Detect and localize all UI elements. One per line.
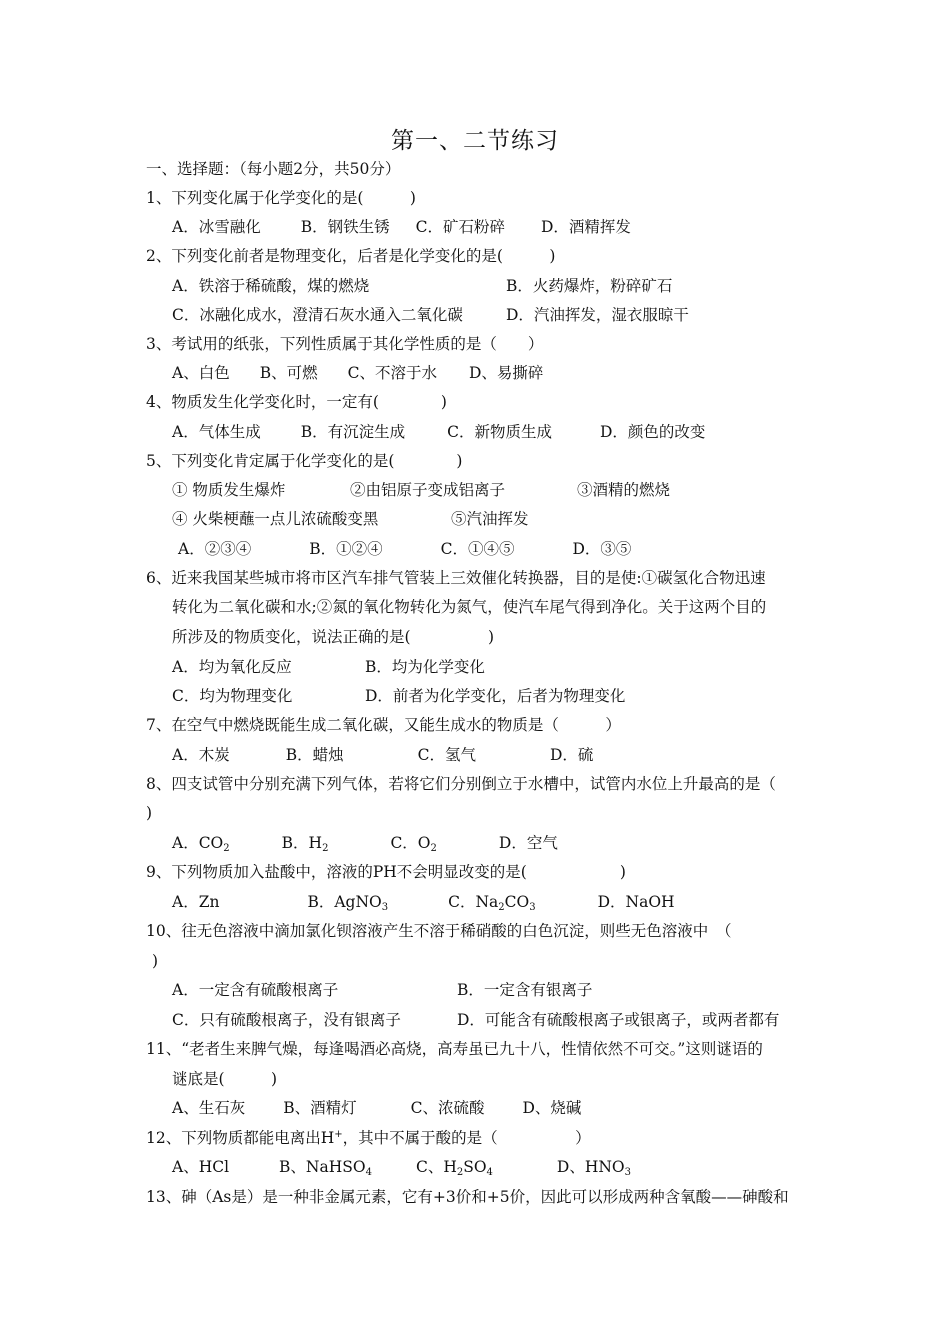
option-a: A．②③④ <box>178 540 252 558</box>
option-c: C、$H_2SO_4$ <box>415 1158 493 1178</box>
option-b: B．$H_2$ <box>281 834 329 854</box>
option-c: C．$O_2$ <box>390 834 437 854</box>
option-c: C．矿石粉碎 <box>415 218 505 236</box>
option-b: B．一定含有银离子 <box>457 981 593 999</box>
question-11-stem-cont: 谜底是( ) <box>172 1070 278 1088</box>
option-d: D．酒精挥发 <box>540 218 631 236</box>
option-d: D．③⑤ <box>572 540 632 558</box>
question-10-stem-cont: ) <box>152 952 159 970</box>
question-3-options <box>172 362 543 384</box>
option-c: C．冰融化成水，澄清石灰水通入二氧化碳 <box>172 306 463 324</box>
question-1-options <box>172 216 631 238</box>
question-12-options <box>172 1156 631 1178</box>
option-a: A．铁溶于稀硫酸，煤的燃烧 <box>172 277 370 295</box>
question-5-item-2: ②由铝原子变成铝离子 <box>350 481 506 499</box>
option-c: C．氢气 <box>417 746 476 764</box>
option-a: A．一定含有硫酸根离子 <box>172 981 339 999</box>
question-11-stem: 11、“老者生来脾气燥，每逢喝酒必高烧，高寿虽已九十八，性情依然不可交。”这则谜语的 <box>146 1040 763 1058</box>
question-4-stem: 4、物质发生化学变化时，一定有( ) <box>146 393 447 411</box>
question-8-options <box>172 832 558 854</box>
question-5-stem: 5、下列变化肯定属于化学变化的是( ) <box>146 452 463 470</box>
option-d: D．颜色的改变 <box>599 423 706 441</box>
section-header: 一、选择题：（每小题2分，共50分） <box>146 160 401 178</box>
option-a: A、HCl <box>172 1158 230 1176</box>
option-c: C．均为物理变化 <box>172 687 293 705</box>
option-b: B．蜡烛 <box>285 746 344 764</box>
option-c: C．新物质生成 <box>447 423 552 441</box>
option-b: B、NaHSO$_4$ <box>279 1158 372 1178</box>
option-b: B．火药爆炸，粉碎矿石 <box>506 277 673 295</box>
option-a: A．均为氧化反应 <box>172 658 292 676</box>
option-c: C．只有硫酸根离子，没有银离子 <box>172 1011 401 1029</box>
option-a: A．$CO_2$ <box>172 834 230 854</box>
option-d: D．可能含有硫酸根离子或银离子，或两者都有 <box>457 1011 780 1029</box>
question-12-stem: 12、下列物质都能电离出H+，其中不属于酸的是（ ） <box>146 1129 591 1147</box>
option-a: A．Zn <box>172 893 220 911</box>
option-b: B．均为化学变化 <box>365 658 485 676</box>
question-9-stem: 9、下列物质加入盐酸中，溶液的PH不会明显改变的是( ) <box>146 863 626 881</box>
question-5-item-4: ④ 火柴梗蘸一点儿浓硫酸变黑 <box>172 510 379 528</box>
option-b: B．有沉淀生成 <box>300 423 406 441</box>
option-a: A、白色 <box>172 364 230 382</box>
option-a: A．冰雪融化 <box>172 218 261 236</box>
option-c: C．①④⑤ <box>440 540 515 558</box>
option-c: C、浓硫酸 <box>410 1099 485 1117</box>
option-d: D．NaOH <box>597 893 675 911</box>
question-9-options <box>172 891 675 913</box>
question-5-item-5: ⑤汽油挥发 <box>451 510 529 528</box>
option-c: C．$Na_2CO_3$ <box>448 893 536 913</box>
option-d: D、易撕碎 <box>468 364 544 382</box>
question-10-stem: 10、往无色溶液中滴加氯化钡溶液产生不溶于稀硝酸的白色沉淀，则些无色溶液中 （ <box>146 922 732 940</box>
option-d: D、$HNO_3$ <box>556 1158 632 1178</box>
option-d: D．汽油挥发，湿衣服晾干 <box>506 306 689 324</box>
question-3-stem: 3、考试用的纸张，下列性质属于其化学性质的是（ ） <box>146 335 544 353</box>
question-8-stem-cont: ) <box>146 804 153 822</box>
question-6-stem-cont2: 所涉及的物质变化，说法正确的是( ) <box>172 628 495 646</box>
question-5-item-1: ① 物质发生爆炸 <box>172 481 286 499</box>
option-d: D、烧碱 <box>522 1099 582 1117</box>
question-4-options <box>172 421 705 443</box>
option-a: A．气体生成 <box>172 423 261 441</box>
option-b: B、可燃 <box>259 364 318 382</box>
option-d: D．硫 <box>549 746 594 764</box>
option-a: A、生石灰 <box>172 1099 246 1117</box>
question-7-options <box>172 744 593 766</box>
option-b: B．①②④ <box>309 540 383 558</box>
option-d: D．空气 <box>498 834 558 852</box>
question-2-stem: 2、下列变化前者是物理变化，后者是化学变化的是( ) <box>146 247 556 265</box>
question-7-stem: 7、在空气中燃烧既能生成二氧化碳，又能生成水的物质是（ ） <box>146 716 621 734</box>
question-6-stem-cont: 转化为二氧化碳和水;②氮的氧化物转化为氮气，使汽车尾气得到净化。关于这两个目的 <box>172 598 767 616</box>
option-a: A．木炭 <box>172 746 230 764</box>
question-6-stem: 6、近来我国某些城市将市区汽车排气管装上三效催化转换器，目的是使:①碳氢化合物迅速 <box>146 569 766 587</box>
question-5-item-3: ③酒精的燃烧 <box>577 481 671 499</box>
option-d: D．前者为化学变化，后者为物理变化 <box>365 687 626 705</box>
question-1-stem: 1、下列变化属于化学变化的是( ) <box>146 189 416 207</box>
question-13-stem: 13、砷（As是）是一种非金属元素，它有+3价和+5价，因此可以形成两种含氧酸——砷酸和 <box>146 1188 789 1206</box>
option-c: C、不溶于水 <box>347 364 437 382</box>
option-b: B．钢铁生锈 <box>300 218 390 236</box>
question-11-options <box>172 1097 581 1119</box>
question-8-stem: 8、四支试管中分别充满下列气体，若将它们分别倒立于水槽中，试管内水位上升最高的是（ <box>146 775 776 793</box>
option-b: B、酒精灯 <box>283 1099 357 1117</box>
page-title: 第一、二节练习 <box>391 128 559 154</box>
question-5-options <box>178 538 631 560</box>
option-b: B．AgNO$_3$ <box>307 893 389 913</box>
